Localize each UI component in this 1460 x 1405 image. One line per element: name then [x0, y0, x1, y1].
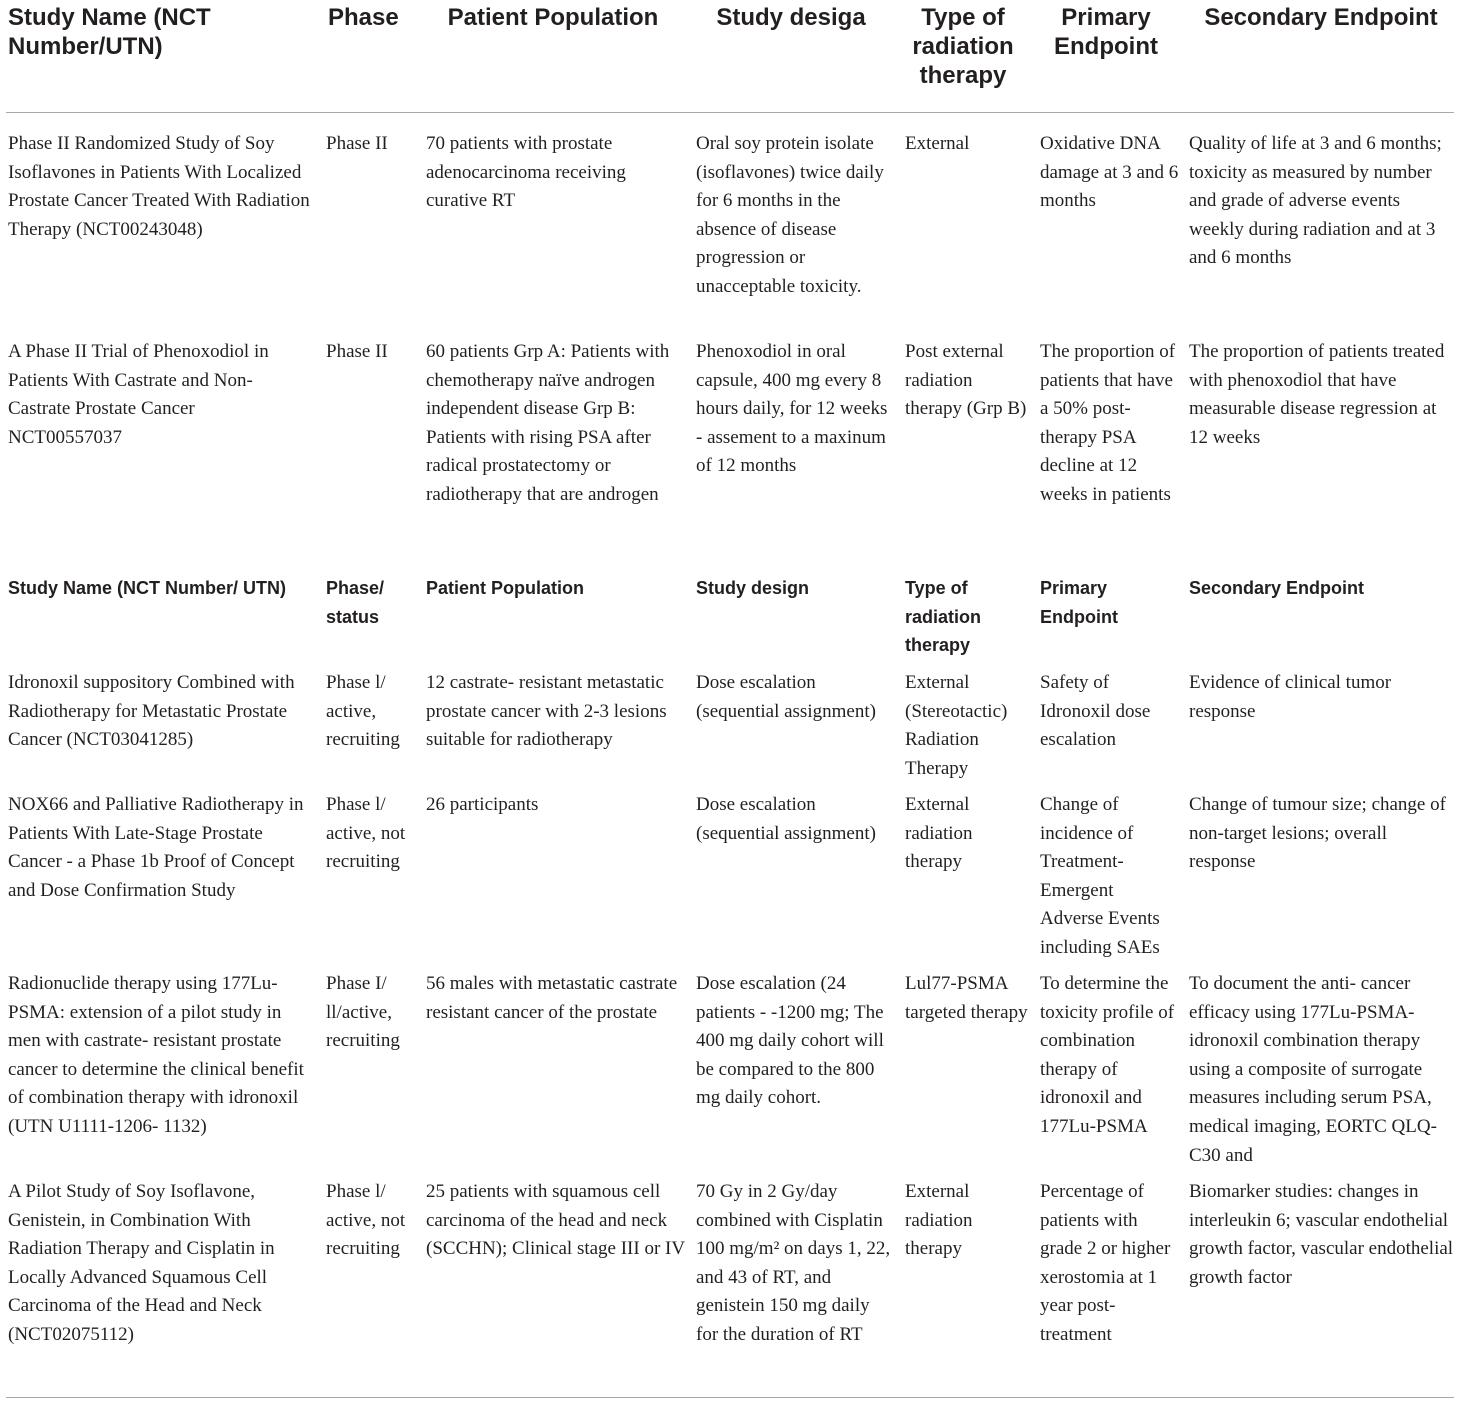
- cell-secondary-endpoint: Biomarker studies: changes in interleukin 6; vascular endothelial growth factor, vascular endothelial growth factor: [1189, 1181, 1454, 1288]
- cell-secondary-endpoint: Change of tumour size; change of non-target lesions; overall response: [1189, 794, 1446, 873]
- cell-type-of-radiation: External (Stereotactic) Radiation Therapy: [905, 672, 1008, 779]
- header-study-name: Study Name (NCT Number/UTN): [8, 4, 211, 60]
- cell-primary-endpoint: Safety of Idronoxil dose escalation: [1040, 672, 1151, 751]
- cell-type-of-radiation: External: [905, 133, 970, 154]
- subheader-phase: Phase/ status: [326, 578, 385, 627]
- cell-type-of-radiation: Lul77-PSMA targeted therapy: [905, 973, 1028, 1023]
- cell-patient-population: 12 castrate- resistant metastatic prostate cancer with 2-3 lesions suitable for radiotherapy: [426, 672, 667, 751]
- cell-study-design: Dose escalation (24 patients - -1200 mg; The 400 mg daily cohort will be compared to the 800 mg daily cohort.: [696, 973, 884, 1109]
- cell-secondary-endpoint: Evidence of clinical tumor response: [1189, 672, 1392, 722]
- table-bottom-rule: [6, 1397, 1454, 1398]
- subheader-type-of-radiation: Type of radiation therapy: [905, 578, 982, 656]
- trials-table: [6, 0, 1454, 1345]
- cell-study-design: Dose escalation (sequential assignment): [696, 794, 876, 844]
- subheader-patient-population: Patient Population: [426, 578, 585, 598]
- cell-primary-endpoint: To determine the toxicity profile of combination therapy of idronoxil and 177Lu-PSMA: [1040, 973, 1175, 1137]
- cell-phase: Phase II: [326, 133, 388, 154]
- cell-patient-population: 70 patients with prostate adenocarcinoma receiving curative RT: [426, 133, 626, 212]
- cell-study-name: NOX66 and Palliative Radiotherapy in Patients With Late-Stage Prostate Cancer - a Phase 1b Proof of Concept and Dose Confirmation Study: [8, 794, 304, 901]
- subheader-secondary-endpoint: Secondary Endpoint: [1189, 578, 1365, 598]
- cell-patient-population: 25 patients with squamous cell carcinoma of the head and neck (SCCHN); Clinical stage III or IV: [426, 1181, 686, 1260]
- header-primary-endpoint: Primary Endpoint: [1054, 4, 1158, 60]
- cell-study-name: A Phase II Trial of Phenoxodiol in Patients With Castrate and Non-Castrate Prostate Cancer NCT00557037: [8, 341, 269, 448]
- cell-study-name: A Pilot Study of Soy Isoflavone, Genistein, in Combination With Radiation Therapy and Cisplatin in Locally Advanced Squamous Cell Carcinoma of the Head and Neck (NCT02075112): [8, 1181, 275, 1345]
- cell-study-design: Dose escalation (sequential assignment): [696, 672, 876, 722]
- cell-patient-population: 60 patients Grp A: Patients with chemotherapy naïve androgen independent disease Grp B: Patients with rising PSA after radical prostatectomy or radiotherapy that are androgen: [426, 341, 670, 505]
- cell-secondary-endpoint: To document the anti- cancer efficacy using 177Lu-PSMA-idronoxil combination therapy using a composite of surrogate measures including serum PSA, medical imaging, EORTC QLQ-C30 and: [1189, 973, 1437, 1166]
- subheader-study-name: Study Name (NCT Number/ UTN): [8, 578, 287, 598]
- cell-primary-endpoint: The proportion of patients that have a 50% post-therapy PSA decline at 12 weeks in patients: [1040, 341, 1176, 505]
- subheader-primary-endpoint: Primary Endpoint: [1040, 578, 1118, 627]
- cell-phase: Phase II: [326, 341, 388, 362]
- cell-phase: Phase l/ active, not recruiting: [326, 1181, 406, 1260]
- cell-secondary-endpoint: Quality of life at 3 and 6 months; toxicity as measured by number and grade of adverse events weekly during radiation and at 3 and 6 months: [1189, 133, 1442, 269]
- cell-patient-population: 26 participants: [426, 794, 539, 815]
- subheader-study-design: Study design: [696, 578, 810, 598]
- cell-study-design: Oral soy protein isolate (isoflavones) twice daily for 6 months in the absence of disease progression or unacceptable toxicity.: [696, 133, 884, 297]
- cell-type-of-radiation: External radiation therapy: [905, 794, 973, 873]
- cell-primary-endpoint: Oxidative DNA damage at 3 and 6 months: [1040, 133, 1179, 212]
- cell-type-of-radiation: Post external radiation therapy (Grp B): [905, 341, 1027, 420]
- header-patient-population: Patient Population: [447, 4, 659, 31]
- header-secondary-endpoint: Secondary Endpoint: [1204, 4, 1438, 31]
- cell-study-name: Phase II Randomized Study of Soy Isoflavones in Patients With Localized Prostate Cancer Treated With Radiation Therapy (NCT00243048): [8, 133, 310, 240]
- cell-primary-endpoint: Percentage of patients with grade 2 or higher xerostomia at 1 year post-treatment: [1040, 1181, 1171, 1345]
- cell-study-design: Phenoxodiol in oral capsule, 400 mg every 8 hours daily, for 12 weeks - assement to a maxinum of 12 months: [696, 341, 888, 477]
- header-type-of-radiation: Type of radiation therapy: [912, 4, 1014, 89]
- table-header: [6, 0, 1454, 113]
- header-phase: Phase: [328, 4, 399, 31]
- cell-study-design: 70 Gy in 2 Gy/day combined with Cisplatin 100 mg/m² on days 1, 22, and 43 of RT, and genistein 150 mg daily for the duration of RT: [696, 1181, 891, 1345]
- cell-patient-population: 56 males with metastatic castrate resistant cancer of the prostate: [426, 973, 678, 1023]
- cell-phase: Phase l/ active, recruiting: [326, 672, 400, 751]
- cell-study-name: Radionuclide therapy using 177Lu-PSMA: extension of a pilot study in men with castrate- resistant prostate cancer to determine the clinical benefit of combination therapy with idronoxil (UTN U1111-1206- 1132): [8, 973, 304, 1137]
- cell-phase: Phase l/ active, not recruiting: [326, 794, 406, 873]
- header-study-design: Study desiga: [716, 4, 866, 31]
- cell-type-of-radiation: External radiation therapy: [905, 1181, 973, 1260]
- cell-primary-endpoint: Change of incidence of Treatment-Emergent Adverse Events including SAEs: [1040, 794, 1160, 958]
- cell-study-name: Idronoxil suppository Combined with Radiotherapy for Metastatic Prostate Cancer (NCT03041285): [8, 672, 295, 751]
- cell-secondary-endpoint: The proportion of patients treated with phenoxodiol that have measurable disease regression at 12 weeks: [1189, 341, 1445, 448]
- cell-phase: Phase I/ ll/active, recruiting: [326, 973, 400, 1052]
